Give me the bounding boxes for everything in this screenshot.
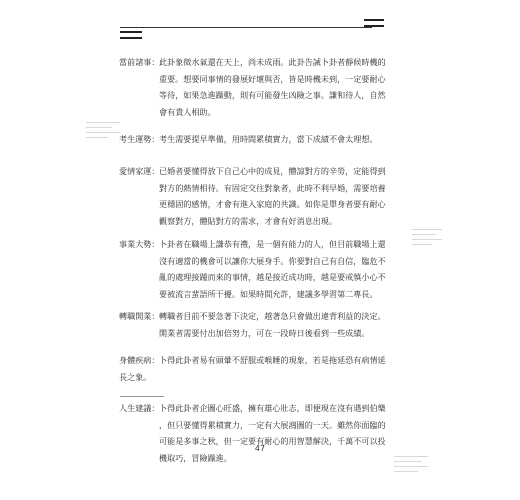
page-number: 47 [254,444,266,453]
entry-line: 開業者需要付出加倍努力，可在一段時日後看到一些成績。 [159,327,370,338]
entry-line: 更穩固的感情，才會有進入家庭的共識。如你是單身者要有耐心 [159,199,386,209]
entry-line: 機取巧，冒險躁進。 [159,452,232,463]
entry-line: 重要。想要同事情的發展好壞與否，皆是時機未到，一定要耐心 [159,73,386,84]
entry-line: 卜得此卦者企圖心旺盛，擁有雄心壯志，即便現在沒有遇到伯樂 [159,403,386,413]
header-dash-right-1 [364,19,384,21]
header-rule [120,27,372,28]
entry-label: 身體疾病： [119,355,160,365]
entry-line: 觀察對方，體貼對方的需求，才會有好消息出現。 [159,215,338,226]
entry-line: 可能是多事之秋，但一定要有耐心的用智慧解決，千萬不可以投 [159,436,386,446]
entry-label: 愛情家運： [119,166,160,176]
entry-line: 對方的熱情相待。有固定交往對象者，此時不利早婚，需要培養 [159,182,386,193]
entry-label: 人生建議： [119,403,160,413]
entry-line: 卜得此卦者易有頭暈不舒服或喉睡的現象，若是拖延恐有病情延 [159,355,386,365]
faint-line-left-bottom [120,396,164,397]
entry-line: 長之象。 [119,371,152,382]
entry-line: 亂的處理接踵而來的事情，越是接近成功時，越是要戒慎小心不 [159,272,386,282]
header-dash-right-2 [364,25,384,27]
entry-line: 等待，如果急進躁動，則有可能發生凶險之事。謙和待人，自然 [159,90,386,100]
entry-label: 考生運勢： [119,134,160,144]
entry-label: 轉職開業： [119,311,160,321]
entry-line: 卜卦者在職場上謙恭有禮，是一個有能力的人，但目前職場上還 [159,239,386,249]
entry-line: 要被流言蜚語所干擾。如果時間允許，建議多學習第二專長。 [159,288,378,299]
entry-line: 轉職者目前不要急著下決定，越著急只會做出違背利益的決定。 [159,311,386,321]
entry-label: 當前諸事： [119,57,160,67]
entry-line: 沒有適當的機會可以讓你大展身手。你要對自己有自信，臨危不 [159,255,386,266]
header-dash-left-2 [120,37,142,39]
entry-label: 事業大勢： [119,239,160,249]
entry-line: 會有貴人相助。 [159,106,216,117]
entry-line: 已婚者要懂得放下自己心中的成見，體諒對方的辛勞，定能得到 [159,166,386,176]
header-dash-left-1 [120,31,142,33]
entry-line: 此卦象徵水氣還在天上，尚未成雨。此卦告誡卜卦者靜候時機的 [159,57,386,67]
entry-line: ，但只要懂得累積實力，一定有大展鴻圖的一天。雖然你面臨的 [159,419,386,430]
entry-line: 考生需要提早準備，用時間累積實力，當下成績不會太理想。 [159,134,378,144]
